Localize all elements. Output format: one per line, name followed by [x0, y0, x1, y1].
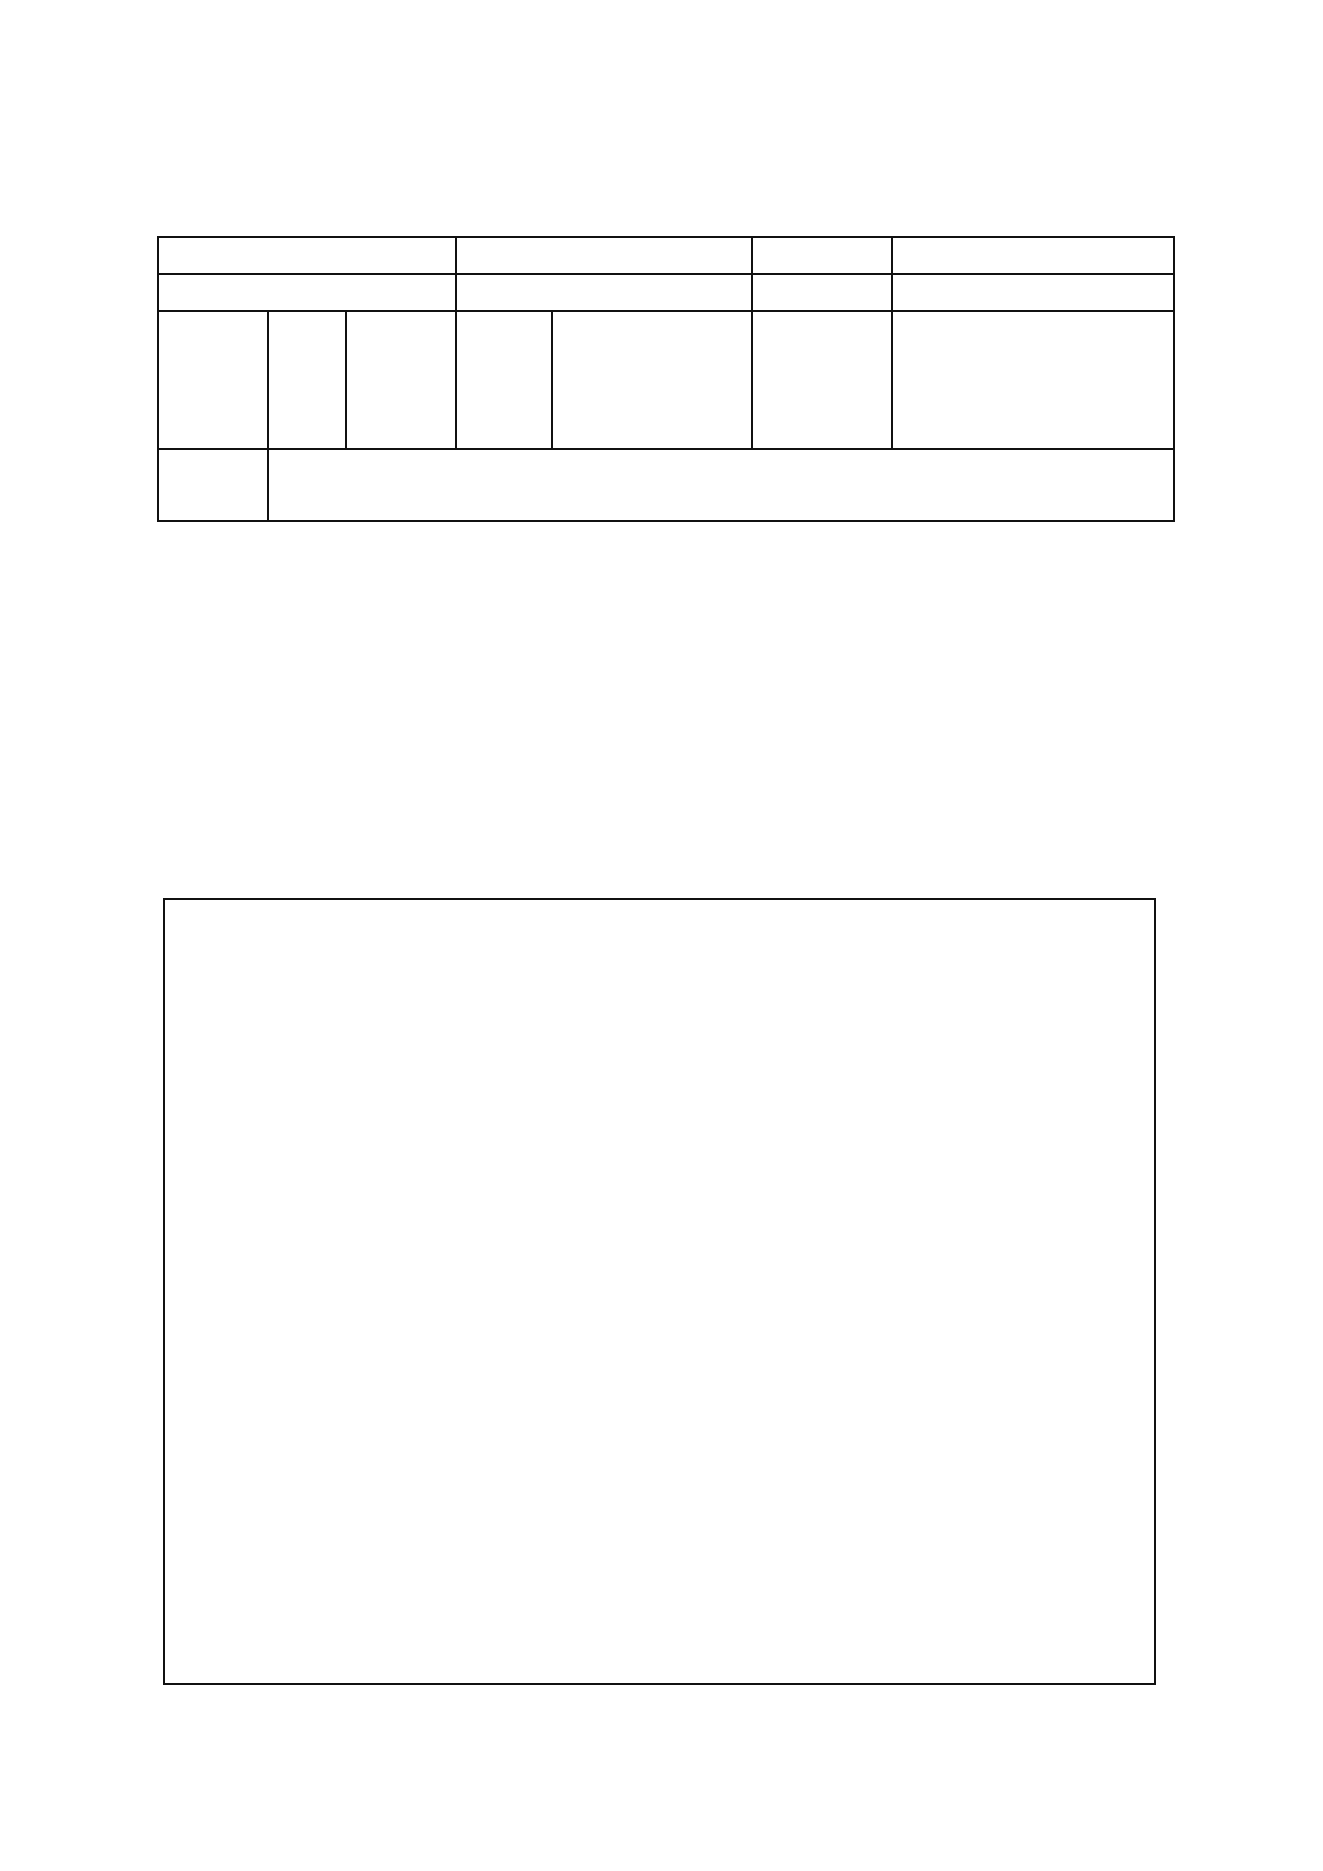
other-notes-row — [158, 449, 1174, 521]
members-side-label — [158, 311, 268, 449]
project-no-value — [456, 237, 752, 274]
project-info-row-2 — [158, 274, 1174, 311]
members-header-row — [158, 311, 1174, 449]
actual-time-value — [892, 274, 1174, 311]
other-notes-label — [158, 449, 268, 521]
other-notes-value — [268, 449, 1174, 521]
actual-time-label — [752, 274, 892, 311]
header-title — [752, 311, 892, 449]
summary-box — [163, 898, 1156, 1685]
project-no-label — [158, 237, 456, 274]
planned-time-label — [158, 274, 456, 311]
project-info-row-1 — [158, 237, 1174, 274]
project-info-table — [157, 236, 1175, 522]
header-role — [892, 311, 1174, 449]
category-label — [752, 237, 892, 274]
header-age — [456, 311, 552, 449]
category-value — [892, 237, 1174, 274]
planned-time-value — [456, 274, 752, 311]
header-no — [268, 311, 346, 449]
header-name — [346, 311, 456, 449]
header-unit — [552, 311, 752, 449]
